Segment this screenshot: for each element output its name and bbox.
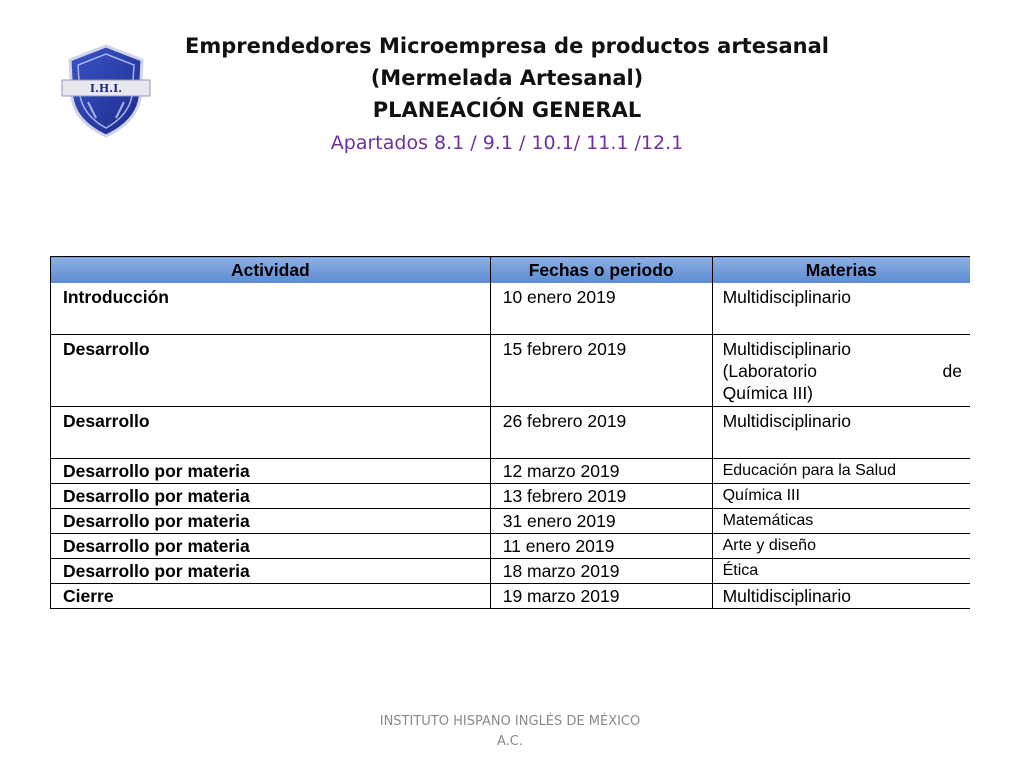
cell-fecha: 31 enero 2019 [490,509,712,534]
planning-table [50,256,970,609]
cell-actividad: Desarrollo por materia [51,559,491,584]
title-line-2: (Mermelada Artesanal) [370,66,644,90]
cell-materia: Ética [712,559,970,584]
footer-line-2: A.C. [496,734,523,749]
cell-fecha: 26 febrero 2019 [490,407,712,459]
cell-fecha: 10 enero 2019 [490,283,712,335]
materia-line-2a: (Laboratorio [722,361,817,381]
footer-line-1: INSTITUTO HISPANO INGLÉS DE MÉXICO [379,714,641,729]
cell-actividad: Introducción [51,283,491,335]
cell-fecha: 12 marzo 2019 [490,459,712,484]
cell-actividad: Desarrollo por materia [51,534,491,559]
header-materias: Materias [712,257,970,284]
materia-line-1: Multidisciplinario [722,339,851,359]
materia-line-2b: de [942,361,962,381]
cell-materia: Arte y diseño [712,534,970,559]
school-shield-logo [58,40,154,140]
cell-materia [712,335,970,407]
logo-text: I.H.I. [89,82,123,95]
table-row [51,534,971,559]
header-actividad: Actividad [51,257,491,284]
table-header-row [51,257,971,284]
cell-materia: Matemáticas [712,509,970,534]
table-row [51,509,971,534]
header-fechas: Fechas o periodo [490,257,712,284]
footer [300,712,720,752]
cell-materia: Química III [712,484,970,509]
cell-materia: Multidisciplinario [712,283,970,335]
subtitle: Apartados 8.1 / 9.1 / 10.1/ 11.1 /12.1 [330,132,684,154]
cell-fecha: 15 febrero 2019 [490,335,712,407]
cell-actividad: Desarrollo por materia [51,484,491,509]
cell-materia: Multidisciplinario [712,584,970,609]
table-row [51,459,971,484]
cell-actividad: Desarrollo [51,407,491,459]
materia-line-2 [723,360,962,382]
cell-fecha: 13 febrero 2019 [490,484,712,509]
cell-actividad: Desarrollo por materia [51,459,491,484]
table-row [51,335,971,407]
cell-materia: Educación para la Salud [712,459,970,484]
title-line-3: PLANEACIÓN GENERAL [372,98,642,122]
cell-materia: Multidisciplinario [712,407,970,459]
table-row [51,407,971,459]
cell-actividad: Cierre [51,584,491,609]
table-row [51,484,971,509]
materia-line-3: Química III) [722,383,814,403]
table-row [51,584,971,609]
table-row [51,283,971,335]
cell-actividad: Desarrollo por materia [51,509,491,534]
cell-fecha: 19 marzo 2019 [490,584,712,609]
cell-fecha: 11 enero 2019 [490,534,712,559]
cell-fecha: 18 marzo 2019 [490,559,712,584]
title-line-1: Emprendedores Microempresa de productos artesanal [185,34,829,58]
table-row [51,559,971,584]
slide-title [150,30,864,158]
cell-actividad: Desarrollo [51,335,491,407]
